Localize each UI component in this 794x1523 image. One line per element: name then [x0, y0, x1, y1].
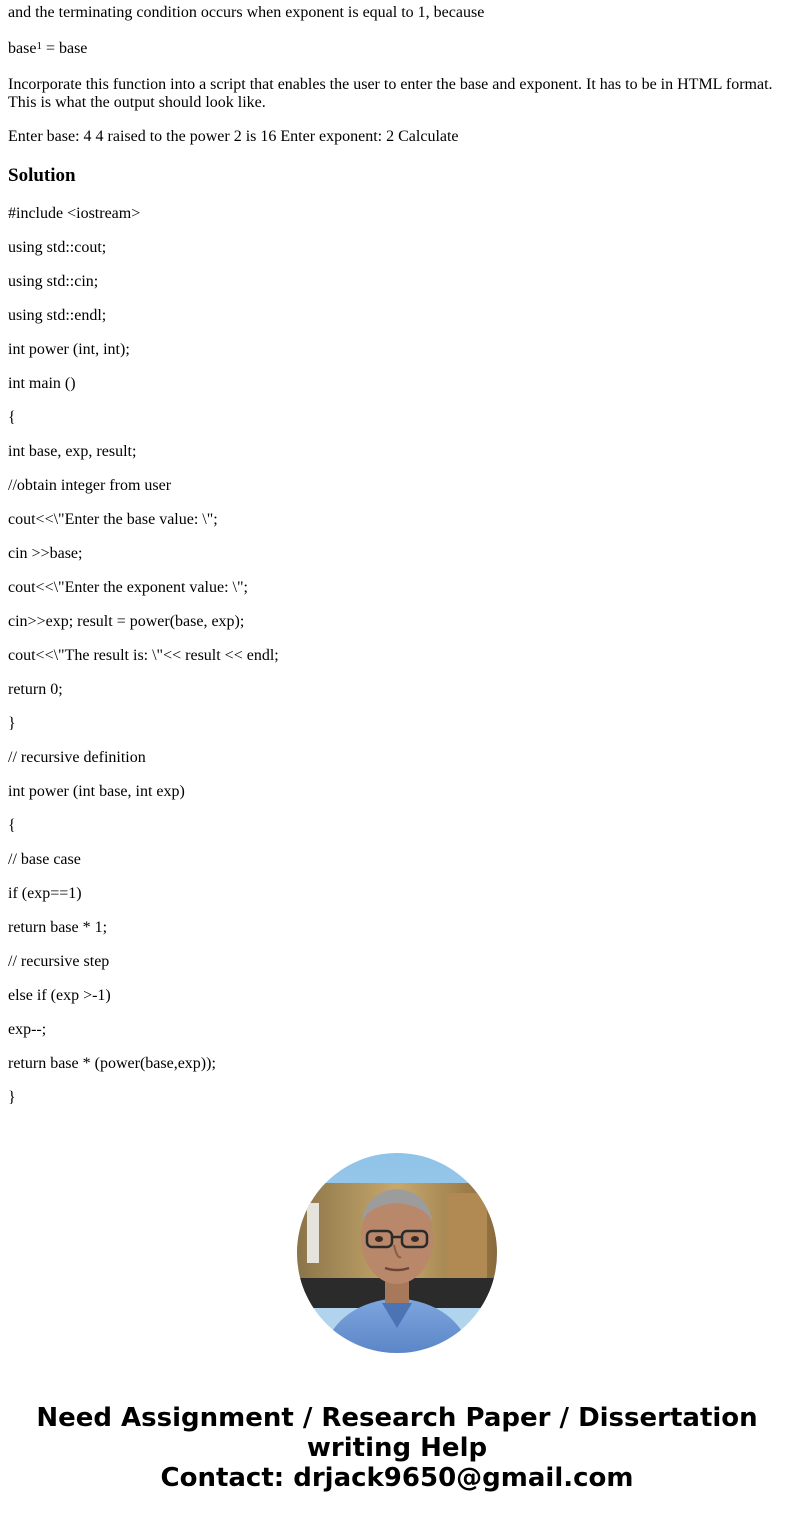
code-line: {: [8, 409, 16, 426]
code-line: cin>>exp; result = power(base, exp);: [8, 613, 245, 630]
code-line: using std::cin;: [8, 273, 99, 290]
code-line: {: [8, 817, 16, 834]
footer-line-help: writing Help: [306, 1433, 488, 1463]
code-line: exp--;: [8, 1021, 47, 1038]
code-line: return base * (power(base,exp));: [8, 1055, 216, 1072]
code-line: if (exp==1): [8, 885, 82, 902]
code-line: // base case: [8, 851, 81, 868]
code-line: int base, exp, result;: [8, 443, 137, 460]
footer-line-assignment: Need Assignment / Research Paper / Dissertation: [36, 1403, 758, 1433]
code-line: }: [8, 715, 16, 732]
solution-heading: Solution: [8, 165, 76, 186]
code-line: #include <iostream>: [8, 205, 141, 222]
base-formula-rest: = base: [41, 40, 88, 57]
code-line: using std::endl;: [8, 307, 107, 324]
code-line: }: [8, 1089, 16, 1106]
code-line: cout<<\"Enter the exponent value: \";: [8, 579, 248, 596]
code-line: return base * 1;: [8, 919, 108, 936]
author-avatar: [297, 1153, 497, 1353]
intro-paragraph-1: and the terminating condition occurs when exponent is equal to 1, because: [8, 4, 485, 21]
code-line: // recursive step: [8, 953, 110, 970]
base-formula: [8, 40, 87, 58]
code-line: cout<<\"The result is: \"<< result << endl;: [8, 647, 279, 664]
code-line: cout<<\"Enter the base value: \";: [8, 511, 218, 528]
code-line: int main (): [8, 375, 76, 392]
contact-banner: [0, 1403, 794, 1493]
footer-line-contact: Contact: drjack9650@gmail.com: [160, 1463, 634, 1493]
code-line: int power (int base, int exp): [8, 783, 185, 800]
solution-code: [8, 205, 279, 1123]
code-line: // recursive definition: [8, 749, 146, 766]
code-line: //obtain integer from user: [8, 477, 172, 494]
base-word: base: [8, 40, 37, 57]
base-superscript: 1: [36, 40, 42, 52]
intro-paragraph-instructions: Incorporate this function into a script that enables the user to enter the base and exponent. It has to be in HTML format. This is what the output should look like.: [8, 76, 773, 111]
intro-paragraph-sample-output: Enter base: 4 4 raised to the power 2 is 16 Enter exponent: 2 Calculate: [8, 128, 459, 145]
code-line: using std::cout;: [8, 239, 107, 256]
code-line: return 0;: [8, 681, 63, 698]
code-line: int power (int, int);: [8, 341, 130, 358]
code-line: cin >>base;: [8, 545, 83, 562]
code-line: else if (exp >-1): [8, 987, 111, 1004]
author-photo: [297, 1153, 497, 1353]
